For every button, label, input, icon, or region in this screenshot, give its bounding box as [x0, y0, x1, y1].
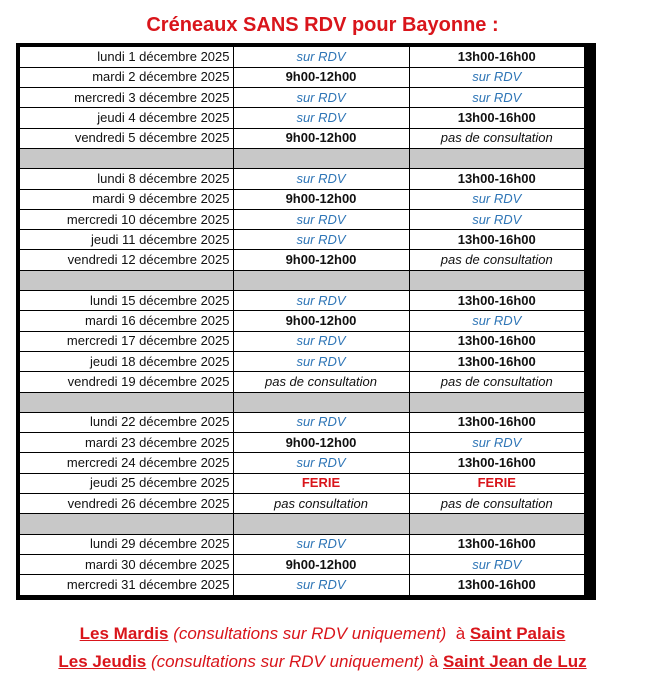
afternoon-slot-cell: 13h00-16h00: [409, 412, 584, 432]
week-separator-row: [20, 148, 584, 168]
morning-slot-cell: sur RDV: [233, 230, 409, 250]
morning-slot-cell: sur RDV: [233, 291, 409, 311]
footer-note: (consultations sur RDV uniquement): [151, 652, 425, 671]
morning-slot-cell: 9h00-12h00: [233, 250, 409, 270]
week-separator-row: [20, 514, 584, 534]
afternoon-slot-cell: sur RDV: [409, 189, 584, 209]
table-row: [20, 433, 584, 453]
page-title: Créneaux SANS RDV pour Bayonne :: [146, 14, 499, 36]
date-cell: mercredi 24 décembre 2025: [20, 453, 233, 473]
separator-cell: [233, 514, 409, 534]
afternoon-slot-cell: 13h00-16h00: [409, 575, 584, 595]
morning-slot-cell: pas de consultation: [233, 372, 409, 392]
separator-cell: [233, 270, 409, 290]
morning-slot-cell: sur RDV: [233, 88, 409, 108]
afternoon-slot-cell: sur RDV: [409, 433, 584, 453]
morning-slot-cell: 9h00-12h00: [233, 433, 409, 453]
date-cell: lundi 15 décembre 2025: [20, 291, 233, 311]
date-cell: jeudi 18 décembre 2025: [20, 351, 233, 371]
footer-line-tuesday: [0, 623, 645, 645]
footer-line-thursday: [0, 651, 645, 673]
table-row: [20, 230, 584, 250]
separator-cell: [409, 392, 584, 412]
morning-slot-cell: sur RDV: [233, 209, 409, 229]
afternoon-slot-cell: pas de consultation: [409, 250, 584, 270]
schedule-body: [20, 47, 584, 595]
table-row: [20, 128, 584, 148]
table-row: [20, 209, 584, 229]
table-row: [20, 250, 584, 270]
table-row: [20, 88, 584, 108]
date-cell: vendredi 26 décembre 2025: [20, 494, 233, 514]
afternoon-slot-cell: 13h00-16h00: [409, 108, 584, 128]
morning-slot-cell: sur RDV: [233, 331, 409, 351]
table-row: [20, 189, 584, 209]
footer-a: à: [455, 624, 466, 643]
afternoon-slot-cell: 13h00-16h00: [409, 453, 584, 473]
table-row: [20, 47, 584, 67]
table-row: [20, 494, 584, 514]
morning-slot-cell: sur RDV: [233, 534, 409, 554]
separator-cell: [409, 270, 584, 290]
date-cell: jeudi 4 décembre 2025: [20, 108, 233, 128]
morning-slot-cell: 9h00-12h00: [233, 554, 409, 574]
morning-slot-cell: sur RDV: [233, 351, 409, 371]
afternoon-slot-cell: 13h00-16h00: [409, 331, 584, 351]
date-cell: mardi 30 décembre 2025: [20, 554, 233, 574]
table-row: [20, 331, 584, 351]
date-cell: mercredi 3 décembre 2025: [20, 88, 233, 108]
table-row: [20, 351, 584, 371]
schedule-table: [16, 43, 596, 600]
footer-day: Les Mardis: [79, 624, 169, 643]
morning-slot-cell: pas consultation: [233, 494, 409, 514]
table-row: [20, 372, 584, 392]
morning-slot-cell: sur RDV: [233, 453, 409, 473]
date-cell: lundi 8 décembre 2025: [20, 169, 233, 189]
morning-slot-cell: 9h00-12h00: [233, 311, 409, 331]
footer-a: à: [428, 652, 439, 671]
separator-cell: [409, 148, 584, 168]
separator-cell: [233, 148, 409, 168]
date-cell: mardi 23 décembre 2025: [20, 433, 233, 453]
afternoon-slot-cell: sur RDV: [409, 209, 584, 229]
afternoon-slot-cell: 13h00-16h00: [409, 47, 584, 67]
afternoon-slot-cell: sur RDV: [409, 554, 584, 574]
date-cell: jeudi 11 décembre 2025: [20, 230, 233, 250]
table-row: [20, 453, 584, 473]
date-cell: jeudi 25 décembre 2025: [20, 473, 233, 493]
date-cell: vendredi 5 décembre 2025: [20, 128, 233, 148]
date-cell: mercredi 17 décembre 2025: [20, 331, 233, 351]
table-row: [20, 169, 584, 189]
afternoon-slot-cell: 13h00-16h00: [409, 230, 584, 250]
morning-slot-cell: sur RDV: [233, 169, 409, 189]
date-cell: vendredi 19 décembre 2025: [20, 372, 233, 392]
date-cell: lundi 29 décembre 2025: [20, 534, 233, 554]
date-cell: lundi 1 décembre 2025: [20, 47, 233, 67]
date-cell: mercredi 10 décembre 2025: [20, 209, 233, 229]
table-row: [20, 67, 584, 87]
morning-slot-cell: sur RDV: [233, 47, 409, 67]
afternoon-slot-cell: 13h00-16h00: [409, 351, 584, 371]
footer-day: Les Jeudis: [58, 652, 147, 671]
afternoon-slot-cell: pas de consultation: [409, 128, 584, 148]
date-cell: lundi 22 décembre 2025: [20, 412, 233, 432]
afternoon-slot-cell: 13h00-16h00: [409, 534, 584, 554]
morning-slot-cell: FERIE: [233, 473, 409, 493]
afternoon-slot-cell: sur RDV: [409, 67, 584, 87]
week-separator-row: [20, 392, 584, 412]
date-cell: mercredi 31 décembre 2025: [20, 575, 233, 595]
date-cell: mardi 2 décembre 2025: [20, 67, 233, 87]
table-row: [20, 108, 584, 128]
afternoon-slot-cell: 13h00-16h00: [409, 169, 584, 189]
table-row: [20, 554, 584, 574]
week-separator-row: [20, 270, 584, 290]
table-row: [20, 534, 584, 554]
morning-slot-cell: sur RDV: [233, 412, 409, 432]
footer-note: (consultations sur RDV uniquement): [173, 624, 447, 643]
separator-cell: [20, 148, 233, 168]
separator-cell: [409, 514, 584, 534]
morning-slot-cell: 9h00-12h00: [233, 189, 409, 209]
footer-place: Saint Palais: [469, 624, 566, 643]
separator-cell: [20, 270, 233, 290]
table-row: [20, 575, 584, 595]
table-row: [20, 412, 584, 432]
date-cell: mardi 16 décembre 2025: [20, 311, 233, 331]
afternoon-slot-cell: sur RDV: [409, 88, 584, 108]
afternoon-slot-cell: pas de consultation: [409, 494, 584, 514]
morning-slot-cell: 9h00-12h00: [233, 128, 409, 148]
morning-slot-cell: 9h00-12h00: [233, 67, 409, 87]
separator-cell: [20, 514, 233, 534]
table-row: [20, 473, 584, 493]
date-cell: vendredi 12 décembre 2025: [20, 250, 233, 270]
afternoon-slot-cell: pas de consultation: [409, 372, 584, 392]
afternoon-slot-cell: FERIE: [409, 473, 584, 493]
afternoon-slot-cell: sur RDV: [409, 311, 584, 331]
footer-place: Saint Jean de Luz: [443, 652, 587, 671]
date-cell: mardi 9 décembre 2025: [20, 189, 233, 209]
afternoon-slot-cell: 13h00-16h00: [409, 291, 584, 311]
table-row: [20, 291, 584, 311]
table-row: [20, 311, 584, 331]
morning-slot-cell: sur RDV: [233, 108, 409, 128]
separator-cell: [233, 392, 409, 412]
separator-cell: [20, 392, 233, 412]
morning-slot-cell: sur RDV: [233, 575, 409, 595]
